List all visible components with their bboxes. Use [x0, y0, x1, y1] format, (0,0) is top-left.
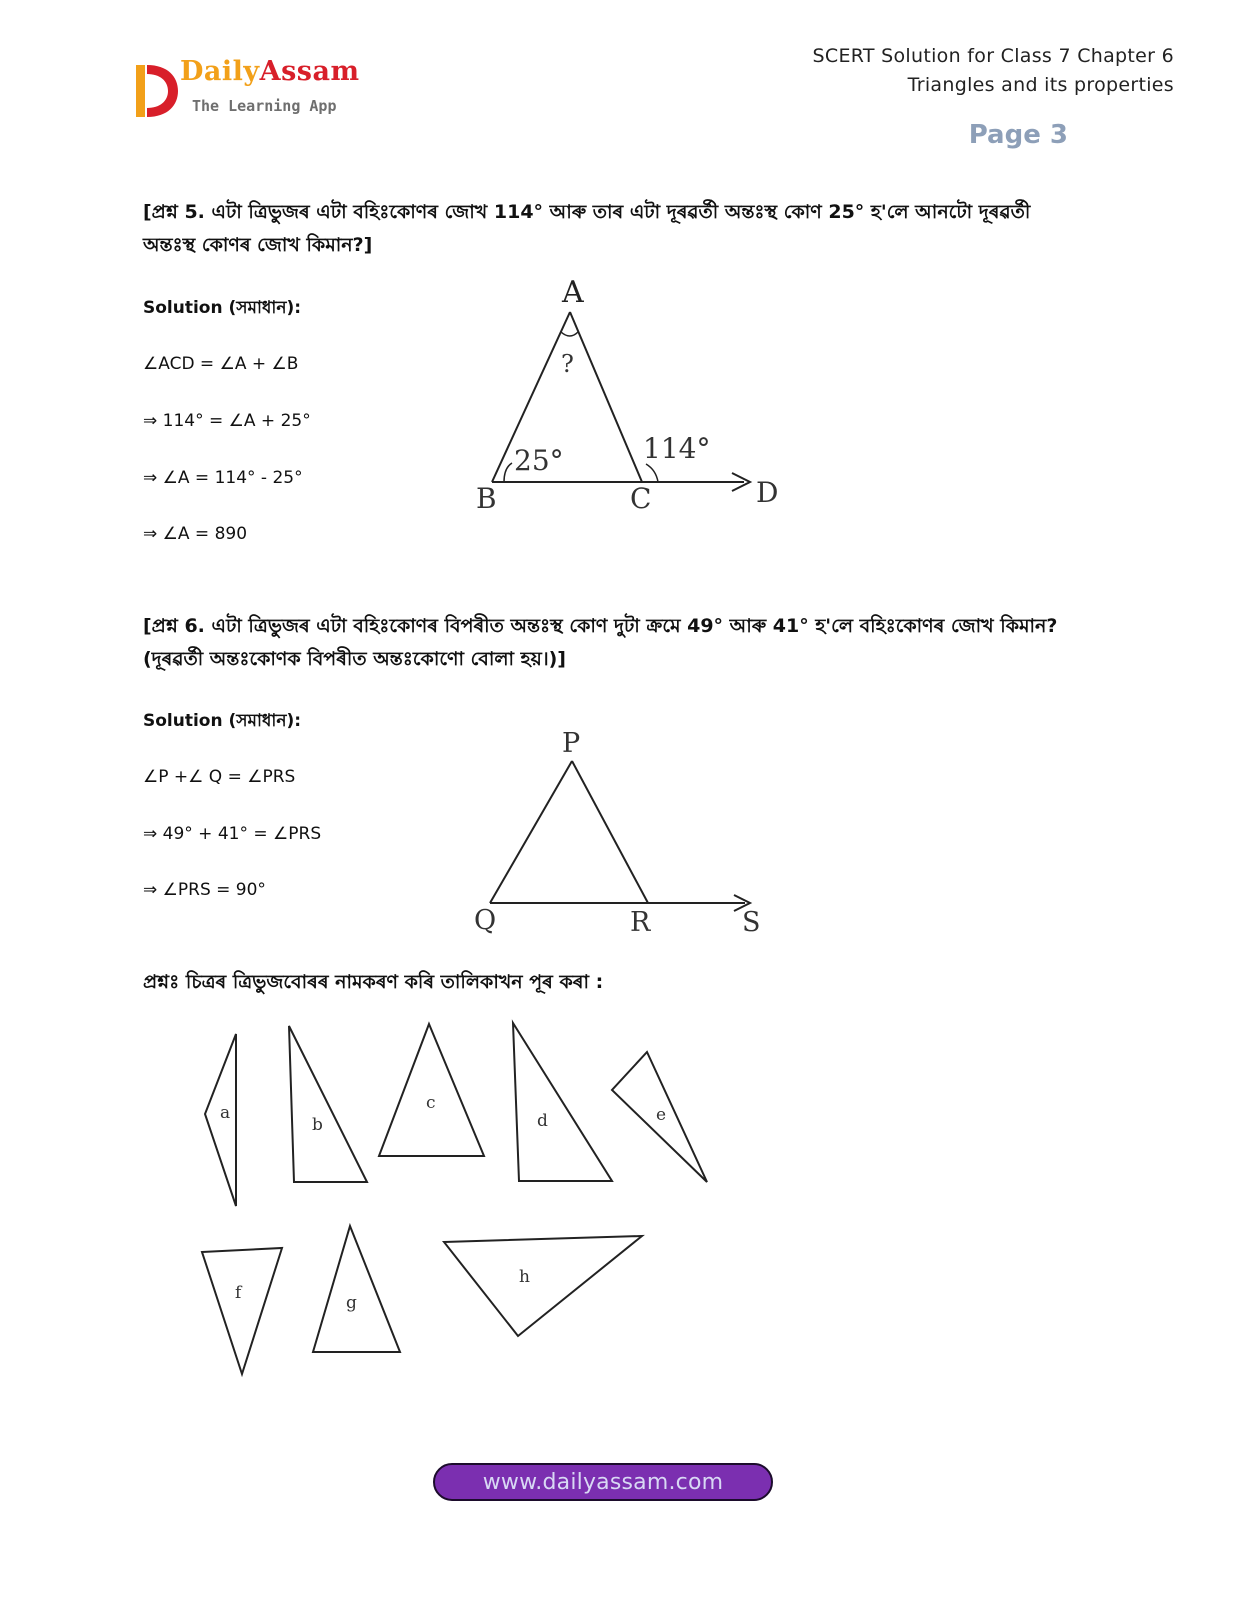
triangle-label-g: g	[346, 1293, 357, 1313]
triangle-h	[444, 1236, 642, 1336]
brand-name	[180, 56, 360, 87]
q6-side-pq	[490, 761, 572, 903]
q5-arc-b	[504, 463, 512, 482]
q5-label-a: A	[562, 275, 584, 310]
q6-step-1: ∠P +∠ Q = ∠PRS	[143, 767, 296, 787]
document-title-line2: Triangles and its properties	[907, 74, 1174, 96]
footer-url-text: www.dailyassam.com	[482, 1469, 724, 1495]
q5-label-b: B	[476, 482, 497, 515]
q5-angle-unknown: ?	[561, 350, 574, 378]
triangles-classification-figure	[180, 1010, 730, 1390]
question-7-text: প্ৰশ্নঃ চিত্ৰৰ ত্ৰিভুজবোৰৰ নামকৰণ কৰি তালিকাখন পূৰ কৰা :	[143, 971, 604, 993]
q6-label-s: S	[742, 907, 761, 938]
triangle-c	[379, 1024, 484, 1156]
q6-label-r: R	[630, 907, 651, 938]
q6-step-3: ⇒ ∠PRS = 90°	[143, 880, 266, 900]
triangle-label-e: e	[656, 1105, 667, 1125]
footer-website-link[interactable]	[433, 1463, 773, 1501]
q5-step-1: ∠ACD = ∠A + ∠B	[143, 354, 299, 374]
triangle-f	[202, 1248, 282, 1374]
q5-step-3: ⇒ ∠A = 114° - 25°	[143, 468, 303, 488]
q5-triangle-figure	[460, 270, 800, 520]
page-number: Page 3	[968, 120, 1068, 150]
brand-tagline: The Learning App	[192, 97, 337, 115]
triangle-label-h: h	[519, 1267, 530, 1287]
q5-angle-ext: 114°	[643, 432, 711, 465]
q5-arc-c	[646, 464, 658, 482]
q6-step-2: ⇒ 49° + 41° = ∠PRS	[143, 824, 322, 844]
brand-logo-icon	[134, 62, 180, 120]
document-title-line1: SCERT Solution for Class 7 Chapter 6	[812, 45, 1174, 67]
triangle-label-c: c	[426, 1093, 436, 1113]
q5-arc-a	[561, 332, 578, 336]
q6-side-pr	[572, 761, 648, 903]
q5-angle-b: 25°	[514, 444, 564, 477]
brand-name-daily: Daily	[180, 56, 260, 87]
triangle-label-f: f	[235, 1283, 242, 1303]
q5-solution-label: Solution (সমাধান):	[143, 298, 302, 318]
question-6-text: [প্ৰশ্ন 6. এটা ত্ৰিভুজৰ এটা বহিঃকোণৰ বিপৰীত অন্তঃস্থ কোণ দুটা ক্ৰমে 49° আৰু 41° হ'লে বহিঃকোণৰ জোখ কিমান? (দূৰৱৰ্তী অন্তঃকোণক বিপৰীত অন্তঃকোণো বোলা হয়।)]	[143, 615, 1058, 670]
triangle-label-d: d	[537, 1111, 548, 1131]
question-5-text: [প্ৰশ্ন 5. এটা ত্ৰিভুজৰ এটা বহিঃকোণৰ জোখ 114° আৰু তাৰ এটা দূৰৱৰ্তী অন্তঃস্থ কোণ 25° হ'লে আনটো দূৰৱৰ্তী অন্তঃস্থ কোণৰ জোখ কিমান?]	[143, 201, 1031, 256]
q5-label-c: C	[630, 482, 652, 515]
brand-name-assam: Assam	[259, 56, 360, 87]
q6-label-q: Q	[474, 905, 497, 936]
q5-label-d: D	[756, 476, 779, 509]
document-title	[813, 42, 1174, 100]
q5-step-4: ⇒ ∠A = 890	[143, 524, 248, 544]
q6-triangle-figure	[460, 725, 780, 940]
triangle-label-b: b	[312, 1115, 323, 1135]
q5-step-2: ⇒ 114° = ∠A + 25°	[143, 411, 311, 431]
q6-solution-label: Solution (সমাধান):	[143, 711, 302, 731]
triangle-b	[289, 1026, 367, 1182]
triangle-g	[313, 1226, 400, 1352]
q5-side-ac	[570, 312, 642, 482]
triangle-d	[513, 1023, 612, 1181]
q6-label-p: P	[562, 728, 581, 759]
triangle-label-a: a	[220, 1103, 231, 1123]
